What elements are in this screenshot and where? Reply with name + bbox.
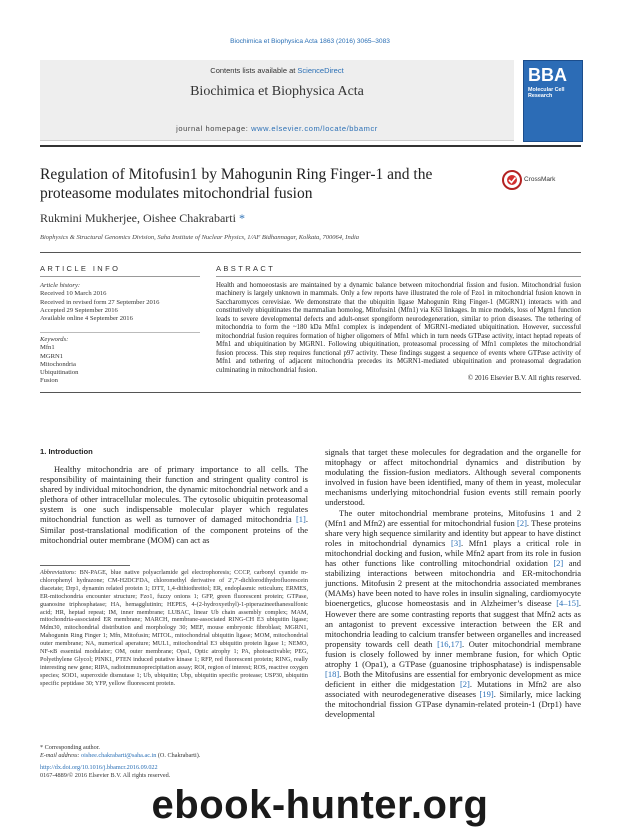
keyword: MGRN1 [40,352,64,360]
paragraph: signals that target these molecules for degradation and the organelle for mitophagy or affect mitochondrial dynamics and distribution by modulating the fission-fusion mediators. Although several components involved in fusion have been identified, many of them in yeast, molecular mechanisms underlying mitochondrial fusion events still remain poorly understood. [325,447,581,508]
homepage-link[interactable]: www.elsevier.com/locate/bbamcr [251,124,378,133]
affiliation: Biophysics & Structural Genomics Division, Saha Institute of Nuclear Physics, 1/AF Bidhannagar, Kolkata, 700064, India [40,234,360,241]
abbreviations-text: BN-PAGE, blue native polyacrlamide gel electrophoresis; CCCP, carbonyl cyanide m-chlorophenyl hydrazone; CM-H2DCFDA, chloromethyl derivative of 2′,7′-dichlorodihydrofluorescein diacetate; Drp1, dynamin related protein 1; DTT, 1,4-dithiothreitol; ER, endoplasmic reticulum; ERMES, ER-mitochondria encounter structure; Fzo1, fuzzy onions 1; GFP, green fluorescent protein; GTPase, guanosine triphosphatase; HA, hemagglutinin; HEPES, 4-(2-hydroxyethyl)-1-piperazineethanesulfonic acid; HR, heptad repeat; IM, inner membrane; LUBAC, linear Ub chain assembly complex; MAM, mitochondria-associated ER membrane; MARCH, membrane-associated RING-CH E3 ubiquitin ligase; Mdm30, mitochondrial distribution and morphology 30; MEF, mouse embryonic fibroblast; MGRN1, Mahogunin Ring Finger 1; Mfn, Mitofusin; MITOL, mitochondrial ubiquitin ligase; MOM, mitochondrial outer membrane; NA, numerical aperature; MUL1, mitochondrial E3 ubiquitin protein ligase 1; NEMO, NF-κB essential modulator; OM, outer membrane; Opa1, Optic atrophy 1; PA, photoactivable; PEG, Polyethylene Glycol; PINK1, PTEN induced putative kinase 1; RFP, red fluorescent protein; RING, really interesting new gene; RIPA, radioimmunoprecipitation assay; ROI, region of interest; ROS, reactive oxygen species; SOD1, superoxide dismutase 1; Ub, ubiquitin; Ubp, ubiquitin specific protease; USP30, ubiquitin specific peptidase 30; YFP, yellow fluorescent protein. [40,569,308,687]
article-history [40,282,200,323]
paragraph-text: . Outer mitochondrial membrane fusion is closely followed by inner membrane fusion, for which Optic atrophy 1 (Opa1), a GTPase (guanosine triphosphatase) is indispensable [325,638,581,669]
corresponding-author-line: * Corresponding author. [40,744,100,751]
keywords-divider [40,332,200,333]
citation-link[interactable]: [1] [295,514,306,525]
email-label: E-mail address: [40,751,82,759]
paragraph-text: . Mfn1 plays a critical role in mitochondrial docking and fusion, while Mfn2 apart from its role in fusion has other functions like controlling mitochondrial oxidation [325,537,581,569]
header-divider [40,145,581,147]
history-label: Article history: [40,282,81,289]
abbreviations-label: Abbreviations: [40,569,77,576]
contents-line [40,66,514,75]
abbreviations-footnote [40,569,308,688]
history-online: Available online 4 September 2016 [40,315,133,323]
doi-link[interactable]: http://dx.doi.org/10.1016/j.bbamcr.2016.09.022 [40,764,158,771]
contents-prefix: Contents lists available at [210,66,298,75]
doi-block [40,764,170,780]
paragraph-text: . Mutations in Mfn2 are also associated with neurodegenerative diseases [325,679,581,700]
paragraph-text: . These proteins share very high sequence similarity and identity but appear to have distinct roles in mitochondrial dynamics [325,517,582,548]
citation-link[interactable]: [3] [451,537,461,548]
cover-title: BBA [528,65,567,85]
footnote-divider [40,565,130,566]
paragraph-text: Healthy mitochondria are of primary importance to all cells. The responsibility of maintaining their function and stringent quality control is shared by individual mitochondrion, the dynamic mitochondrial network and a plethora of other intracellular molecules. The cytosolic ubiquitin proteasomal system is one such indispensable molecular player which regulates mitochondrial function as well as turnover of damaged mitochondria [40,464,308,525]
history-revised: Received in revised form 27 September 2016 [40,298,160,306]
history-received: Received 10 March 2016 [40,290,107,298]
article-info-heading: ARTICLE INFO [40,264,121,273]
keyword: Fusion [40,377,58,385]
abstract-copyright: © 2016 Elsevier B.V. All rights reserved. [467,375,581,382]
paragraph-text: . However there are some contrasting reports that suggest that Mfn2 acts as an antagonist to prevent excessive interaction between the ER and mitochondria leading to calcium transfer between organelles and increased propensity towards cell death [325,598,581,649]
crossmark-label[interactable]: CrossMark [524,176,556,183]
section-heading-introduction: 1. Introduction [40,447,93,456]
abstract-divider [216,276,581,277]
journal-name: Biochimica et Biophysica Acta [190,84,364,99]
paragraph-text: The outer mitochondrial membrane proteins, Mitofusins 1 and 2 (Mfn1 and Mfn2) are essential for mitochondrial fusion [325,507,581,528]
paragraph-text: . Both the Mitofusins are essential for embryonic development as mice deficient in either die midgestation [325,669,581,690]
citation-link[interactable]: [16,17] [437,638,462,649]
watermark-text: ebook-hunter.org [151,783,489,827]
citation-link[interactable]: [4–15] [556,598,579,609]
citation-link[interactable]: [2] [553,558,564,569]
keyword: Mfn1 [40,344,55,352]
paragraph-text: . Similarly, mice lacking the mitochondrial fission GTPase dynamin-related protein-1 (Drp1) have developmental [325,689,581,720]
cover-subtitle: Molecular Cell Research [528,87,565,100]
article-info-divider [40,276,200,277]
homepage-prefix: journal homepage: [176,124,252,133]
keyword-list [40,336,200,386]
sciencedirect-link[interactable]: ScienceDirect [297,66,344,75]
citation-link[interactable]: [2] [459,679,470,690]
keywords-label: Keywords: [40,336,69,343]
citation-link[interactable]: [18] [325,669,340,680]
paragraph [40,464,308,545]
abstract-heading: ABSTRACT [216,264,276,273]
history-accepted: Accepted 29 September 2016 [40,306,118,314]
email-suffix: (O. Chakrabarti). [156,751,201,759]
body-column-right [325,447,581,720]
keyword: Mitochondria [40,360,76,368]
keyword: Ubiquitination [40,369,79,377]
journal-homepage [40,124,514,133]
crossmark-icon[interactable] [502,170,522,195]
issn-line: 0167-4889/© 2016 Elsevier B.V. All rights reserved. [40,772,171,779]
email-link[interactable]: oishee.chakrabarti@saha.ac.in [81,751,157,759]
paragraph [325,508,581,720]
journal-header [40,60,514,141]
title-divider [40,252,581,253]
corresponding-author-note [40,744,308,760]
citation-link[interactable]: [19] [479,689,494,700]
journal-cover-image [523,60,583,142]
email-line [40,752,308,760]
corresponding-author-marker[interactable]: * [235,211,245,225]
body-column-left [40,464,308,545]
authors-names: Rukmini Mukherjee, Oishee Chakrabarti [40,211,236,225]
paragraph-text: . Similar post-translational modification of the component proteins of the mitochondrial outer membrane (MOM) can act as [40,514,308,545]
citation-link[interactable]: [2] [516,517,527,528]
journal-citation[interactable]: Biochimica et Biophysica Acta 1863 (2016) 3065–3083 [230,38,390,45]
paper-title: Regulation of Mitofusin1 by Mahogunin Ring Finger-1 and the proteasome modulates mitochondrial fusion [40,166,433,202]
abstract-end-divider [40,392,581,393]
paragraph-text: and stabilizing interactions between mitochondria and ER-mitochondria junctions. Mitofusin 2 present at the mitochondria associated membranes (MAMs) have been noted to have roles in insulin signaling, cardiomyocyte bioenergetics, glucose homeostasis and in Alzheimer’s disease [325,558,581,609]
author-list [40,211,245,226]
abstract-body: Health and homoeostasis are maintained by a dynamic balance between mitochondrial fission and fusion. Mitochondrial fusion machinery is largely unknown in mammals. Only a few reports have illustrated the role of Fzo1 in mitochondrial fusion known in Saccharomyces cerevisiae. We demonstrate that the ubiquitin ligase Mahogunin Ring Finger-1 (MGRN1) interacts with and constitutively ubiquitinates the mammalian homolog, Mitofusin1 (Mfn1) via K63 linkages. In mice models, loss of Mgrn1 function leads to severe developmental defects and adult-onset spongiform neurodegeneration, similar to prion diseases. The tethering of mitochondria to form the ~180 kDa Mfn1 complex is independent of MGRN1-mediated ubiquitination. However, successful mitochondrial fusion requires formation of higher oligomers of Mfn1 which in turn needs GTPase activity, intact heptad repeats of Mfn1 and ubiquitination by MGRN1. Following ubiquitination, proteasomal processing of Mfn1 completes the mitochondrial fusion process. This step requires functional p97 activity. These findings suggest a sequence of events where GTPase activity of Mfn1 and tethering of adjacent mitochondria precedes its MGRN1-mediated ubiquitination and proteasomal degradation culminating in mitochondrial fusion. [216,282,581,374]
